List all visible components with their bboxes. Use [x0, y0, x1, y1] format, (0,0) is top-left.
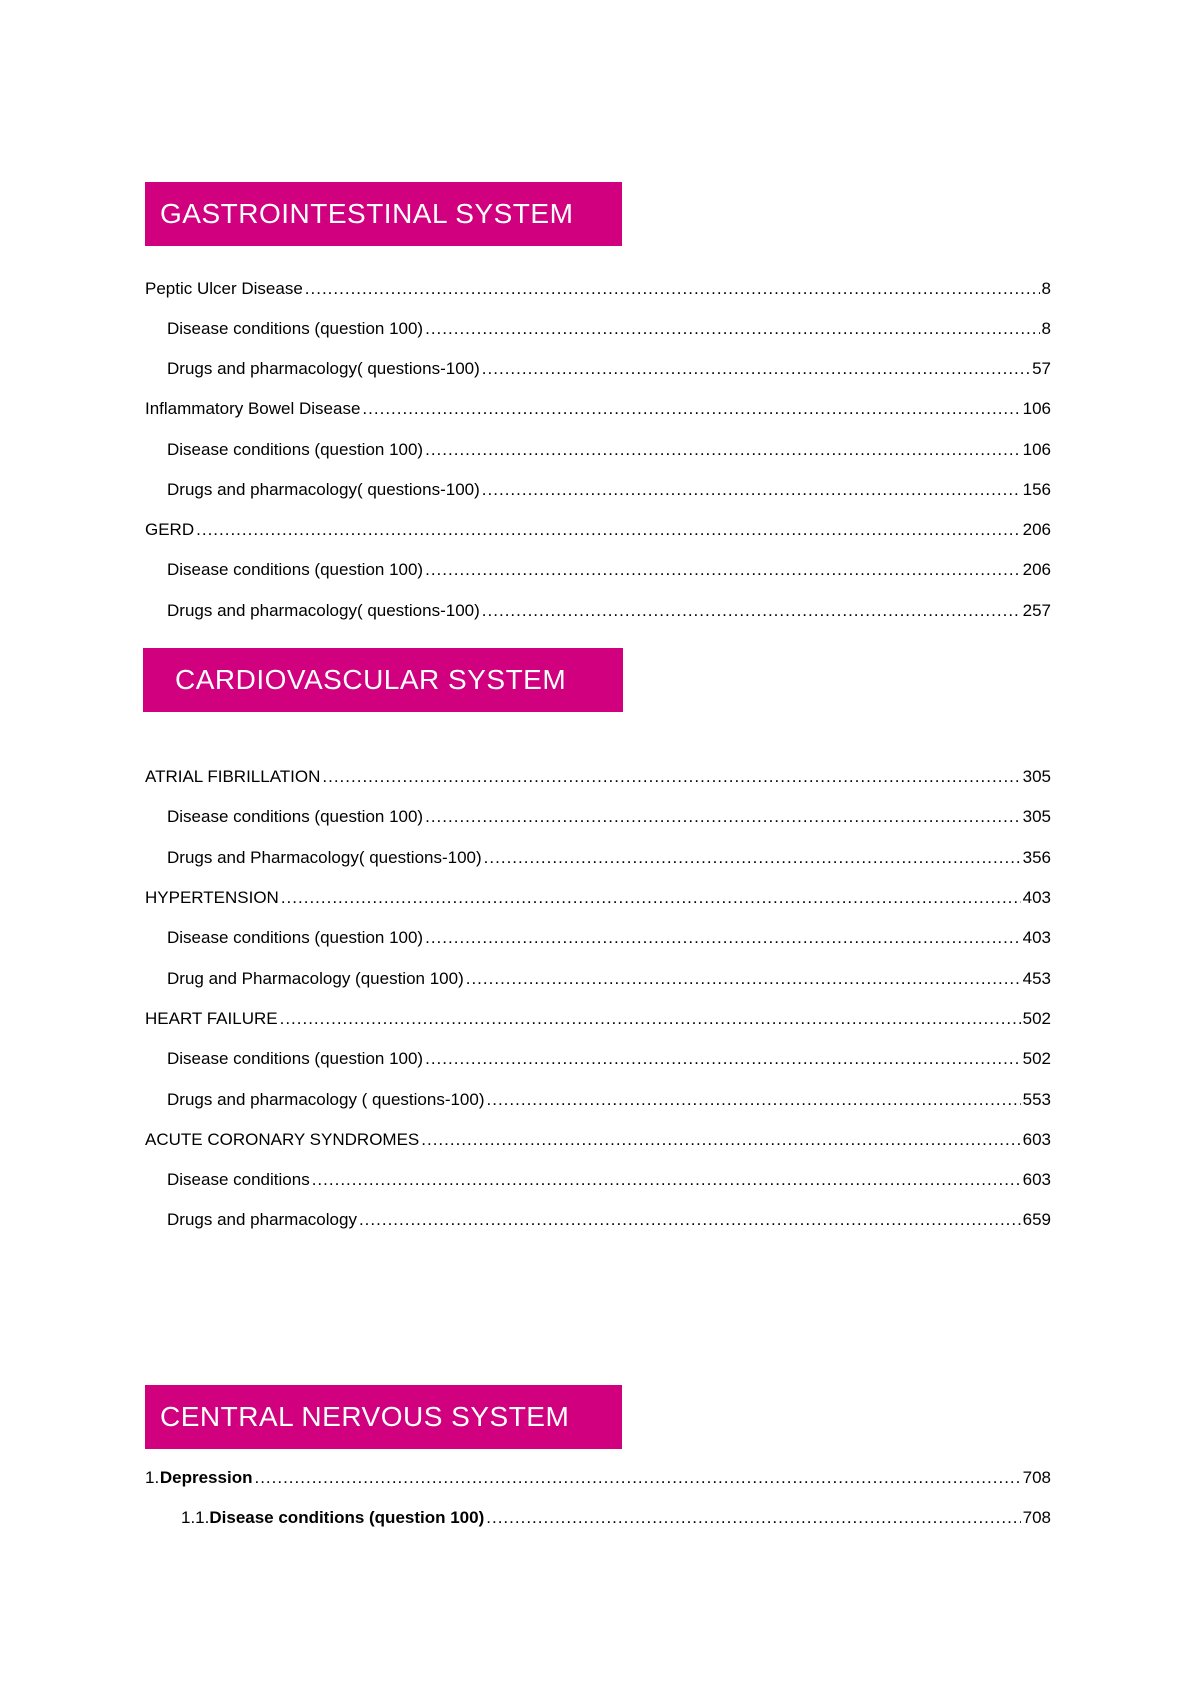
toc-leader-dots	[312, 1169, 1021, 1191]
toc-entry	[167, 968, 1051, 990]
toc-entry	[145, 1467, 1051, 1489]
toc-entry-page: 106	[1022, 399, 1051, 418]
toc-entry-page: 106	[1022, 440, 1051, 459]
toc-entry	[167, 1089, 1051, 1111]
toc-entry	[167, 806, 1051, 828]
toc-entry-label: Drugs and pharmacology( questions-100)	[167, 359, 480, 378]
toc-entry-page: 57	[1032, 359, 1051, 378]
toc-entry-page: 305	[1022, 807, 1051, 826]
toc-leader-dots	[487, 1089, 1021, 1111]
toc-leader-dots	[425, 806, 1021, 828]
toc-entry-page: 659	[1022, 1210, 1051, 1229]
toc-entry-number: 1.	[145, 1468, 160, 1487]
toc-entry-label: Drug and Pharmacology (question 100)	[167, 969, 464, 988]
toc-entry-label: Depression	[159, 1468, 253, 1487]
toc-entry-page: 8	[1041, 319, 1051, 338]
toc-entry	[167, 479, 1051, 501]
toc-entry-page: 156	[1022, 480, 1051, 499]
section-banner-central-nervous: CENTRAL NERVOUS SYSTEM	[145, 1385, 622, 1449]
toc-entry-label: ATRIAL FIBRILLATION	[145, 767, 321, 786]
toc-entry-page: 403	[1022, 888, 1051, 907]
toc-leader-dots	[322, 766, 1020, 788]
toc-entry-label: Disease conditions (question 100)	[209, 1508, 485, 1527]
toc-entry-page: 206	[1022, 520, 1051, 539]
toc-entry-page: 708	[1022, 1468, 1051, 1487]
toc-entry-label: Peptic Ulcer Disease	[145, 279, 303, 298]
toc-entry	[145, 1008, 1051, 1030]
toc-entry-label: Disease conditions (question 100)	[167, 807, 424, 826]
toc-entry	[145, 766, 1051, 788]
toc-entry-page: 502	[1022, 1009, 1051, 1028]
toc-leader-dots	[359, 1209, 1021, 1231]
toc-leader-dots	[362, 398, 1020, 420]
toc-entry-page: 403	[1022, 928, 1051, 947]
toc-entry-page: 502	[1022, 1049, 1051, 1068]
toc-entry-label: Drugs and pharmacology ( questions-100)	[167, 1090, 485, 1109]
toc-leader-dots	[425, 439, 1021, 461]
toc-leader-dots	[486, 1507, 1020, 1529]
toc-entry-label: Disease conditions (question 100)	[167, 319, 424, 338]
toc-leader-dots	[466, 968, 1021, 990]
toc-entry	[167, 1169, 1051, 1191]
toc-entry-label: Disease conditions (question 100)	[167, 1049, 424, 1068]
toc-entry-label: ACUTE CORONARY SYNDROMES	[145, 1130, 420, 1149]
toc-leader-dots	[482, 479, 1021, 501]
toc-entry-label: Disease conditions (question 100)	[167, 928, 424, 947]
toc-entry	[145, 519, 1051, 541]
toc-entry	[167, 847, 1051, 869]
toc-entry-label: Disease conditions (question 100)	[167, 560, 424, 579]
toc-entry-label: HYPERTENSION	[145, 888, 279, 907]
toc-leader-dots	[305, 278, 1040, 300]
toc-entry	[145, 278, 1051, 300]
toc-leader-dots	[482, 358, 1030, 380]
toc-entry-page: 603	[1022, 1170, 1051, 1189]
toc-entry	[181, 1507, 1051, 1529]
toc-leader-dots	[421, 1129, 1020, 1151]
toc-entry-page: 206	[1022, 560, 1051, 579]
toc-entry-page: 8	[1041, 279, 1051, 298]
toc-entry-page: 603	[1022, 1130, 1051, 1149]
toc-entry	[167, 439, 1051, 461]
toc-entry	[145, 887, 1051, 909]
toc-leader-dots	[484, 847, 1021, 869]
toc-entry	[167, 318, 1051, 340]
toc-entry-label: Drugs and pharmacology( questions-100)	[167, 601, 480, 620]
toc-entry-page: 453	[1022, 969, 1051, 988]
toc-leader-dots	[281, 887, 1021, 909]
toc-entry	[167, 559, 1051, 581]
toc-entry	[145, 1129, 1051, 1151]
toc-entry-label: Inflammatory Bowel Disease	[145, 399, 361, 418]
toc-entry-label: Drugs and pharmacology( questions-100)	[167, 480, 480, 499]
toc-entry-label: Drugs and pharmacology	[167, 1210, 357, 1229]
toc-leader-dots	[425, 318, 1039, 340]
toc-leader-dots	[425, 927, 1021, 949]
toc-entry-label: HEART FAILURE	[145, 1009, 278, 1028]
toc-leader-dots	[482, 600, 1021, 622]
section-banner-gastrointestinal: GASTROINTESTINAL SYSTEM	[145, 182, 622, 246]
toc-entry	[167, 1048, 1051, 1070]
toc-entry	[167, 927, 1051, 949]
toc-entry-label: GERD	[145, 520, 195, 539]
toc-leader-dots	[280, 1008, 1021, 1030]
toc-entry-label: Drugs and Pharmacology( questions-100)	[167, 848, 482, 867]
toc-leader-dots	[425, 1048, 1021, 1070]
toc-entry-page: 553	[1022, 1090, 1051, 1109]
toc-entry	[167, 358, 1051, 380]
toc-entry-label: Disease conditions	[167, 1170, 310, 1189]
toc-entry	[145, 398, 1051, 420]
toc-entry-number: 1.1.	[181, 1508, 210, 1527]
toc-leader-dots	[425, 559, 1021, 581]
toc-entry-page: 356	[1022, 848, 1051, 867]
toc-entry-page: 257	[1022, 601, 1051, 620]
toc-leader-dots	[254, 1467, 1020, 1489]
toc-leader-dots	[196, 519, 1021, 541]
toc-entry-page: 708	[1022, 1508, 1051, 1527]
section-banner-cardiovascular: CARDIOVASCULAR SYSTEM	[143, 648, 623, 712]
toc-entry	[167, 600, 1051, 622]
toc-entry-label: Disease conditions (question 100)	[167, 440, 424, 459]
toc-entry	[167, 1209, 1051, 1231]
toc-entry-page: 305	[1022, 767, 1051, 786]
